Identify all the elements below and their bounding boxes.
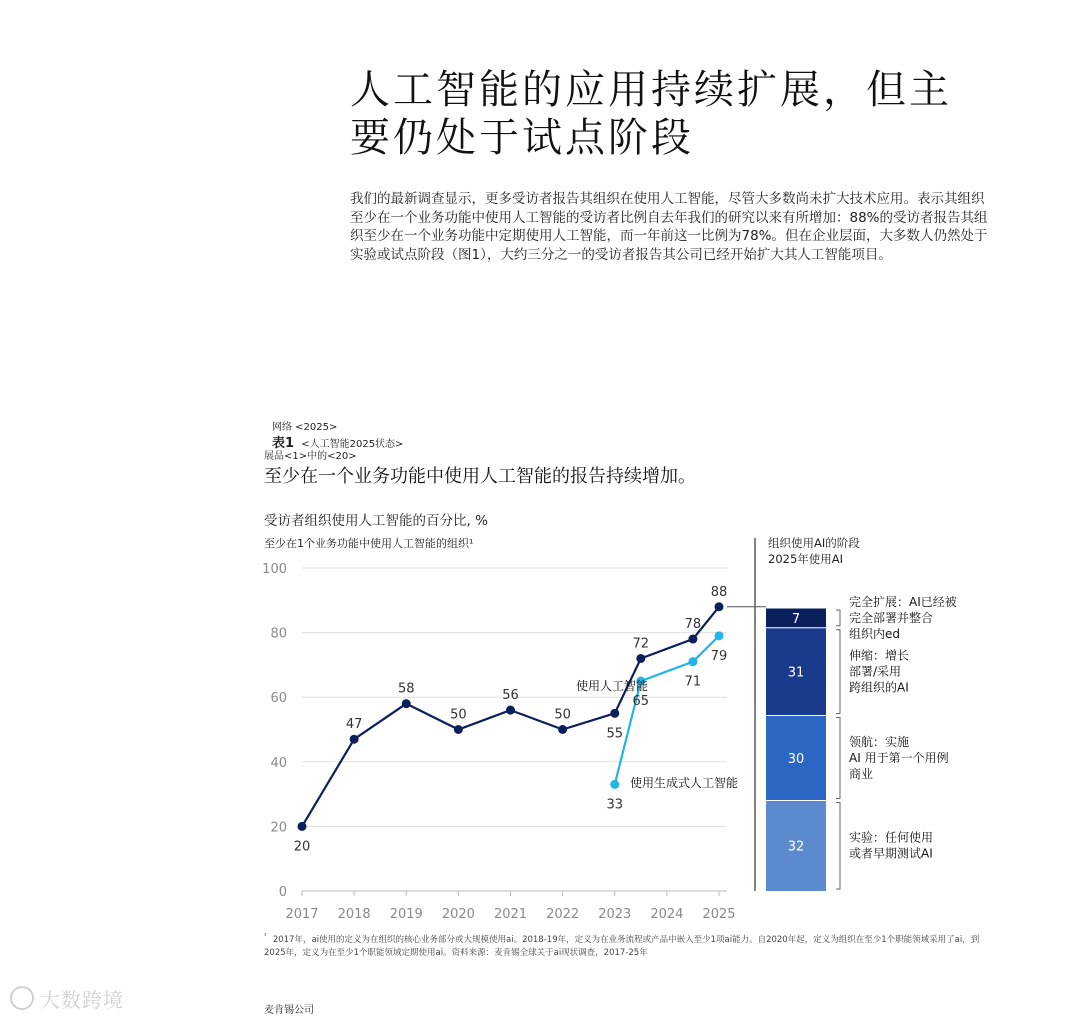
stage-label-line: 商业 [849, 766, 874, 781]
y-tick-label: 100 [262, 562, 287, 577]
series-line-ai [302, 607, 719, 827]
data-point-genai [688, 657, 697, 666]
series-label-genai: 使用生成式人工智能 [630, 776, 739, 790]
stage-label-line: 跨组织的AI [849, 680, 909, 695]
stage-label-line: 或者早期测试AI [849, 846, 933, 861]
data-label-ai: 72 [632, 636, 650, 652]
segment-bracket [836, 802, 840, 889]
watermark [10, 984, 124, 1013]
page-title: 人工智能的应用持续扩展，但主要仍处于试点阶段 [350, 67, 952, 161]
figure-meta-line1: 网络 <2025> [272, 422, 338, 433]
segment-value-label: 31 [787, 665, 805, 681]
segment-bracket [836, 610, 840, 626]
x-tick-label: 2018 [337, 907, 371, 922]
data-point-ai [506, 706, 515, 715]
data-label-genai: 79 [710, 648, 728, 664]
data-label-ai: 47 [345, 717, 363, 733]
segment-value-label: 30 [787, 751, 805, 767]
data-point-ai [610, 709, 619, 718]
y-tick-label: 80 [270, 626, 287, 642]
stage-label-line: AI 用于第一个用例 [849, 750, 949, 765]
segment-value-label: 7 [791, 611, 801, 627]
y-tick-label: 0 [278, 885, 287, 900]
series-note: 至少在1个业务功能中使用人工智能的组织¹ [264, 537, 474, 550]
data-point-genai [610, 780, 619, 789]
footnote-text: 2017年，ai使用的定义为在组织的核心业务部分或大规模使用ai。2018-19年，定义为在业务流程或产品中嵌入至少1项ai能力。自2020年起，定义为组织在至少1个职能领域采用了ai，到2025年，定义为在至少1个职能领域定期使用ai。资料来源：麦肯锡全球关于ai现状调查，2017-25年 [264, 934, 980, 958]
x-tick-label: 2025 [702, 907, 736, 922]
y-axis-title: 受访者组织使用人工智能的百分比, % [264, 513, 488, 529]
stage-label-line: 伸缩：增长 [849, 648, 910, 663]
data-point-ai [636, 654, 645, 663]
x-tick-label: 2019 [389, 907, 423, 922]
data-label-ai: 50 [450, 707, 467, 723]
figure-meta-report: <人工智能2025状态> [301, 439, 404, 450]
stage-title-line2: 2025年使用AI [768, 552, 844, 566]
footnote [264, 930, 994, 960]
figure-number: 表1 [272, 436, 295, 451]
x-tick-label: 2017 [285, 907, 319, 922]
figure-headline: 至少在一个业务功能中使用人工智能的报告持续增加。 [264, 466, 696, 487]
data-label-ai: 78 [684, 617, 702, 633]
x-tick-label: 2020 [441, 907, 475, 922]
stage-label-line: 实验：任何使用 [849, 830, 934, 845]
x-tick-label: 2023 [598, 907, 632, 922]
data-label-genai: 71 [684, 674, 702, 690]
data-point-ai [715, 602, 724, 611]
data-label-ai: 50 [554, 707, 571, 723]
data-point-ai [454, 725, 463, 734]
y-tick-label: 60 [270, 691, 287, 707]
data-label-ai: 20 [293, 839, 311, 855]
figure-meta-line3: 展品<1>中的<20> [264, 451, 357, 462]
footnote-marker: ¹ [264, 932, 267, 940]
data-point-ai [298, 822, 307, 831]
x-tick-label: 2022 [546, 907, 580, 922]
intro-paragraph: 我们的最新调查显示，更多受访者报告其组织在使用人工智能，尽管大多数尚未扩大技术应用。表示其组织至少在一个业务功能中使用人工智能的受访者比例自去年我们的研究以来有所增加：88%的受访者报告其组织至少在一个业务功能中定期使用人工智能，而一年前这一比例为78%。但在企业层面，大多数人仍然处于实验或试点阶段（图1），大约三分之一的受访者报告其公司已经开始扩大其人工智能项目。 [350, 191, 988, 263]
watermark-logo-icon [10, 986, 34, 1010]
data-point-genai [715, 631, 724, 640]
publisher-name: 麦肯锡公司 [264, 1005, 314, 1016]
data-point-ai [402, 699, 411, 708]
data-label-genai: 65 [632, 694, 650, 710]
data-label-ai: 55 [606, 726, 624, 742]
segment-bracket [836, 718, 840, 799]
data-label-ai: 88 [710, 584, 728, 600]
stage-label-line: 部署/采用 [849, 664, 902, 679]
x-tick-label: 2021 [493, 907, 528, 922]
segment-bracket [836, 630, 840, 714]
stage-label-line: 完全部署并整合 [849, 610, 934, 625]
y-tick-label: 20 [270, 820, 287, 836]
x-tick-label: 2024 [650, 907, 684, 922]
data-label-genai: 33 [606, 797, 624, 813]
stage-label-line: 领航：实施 [849, 734, 910, 749]
data-label-ai: 58 [397, 681, 415, 697]
stage-label-line: 完全扩展：AI已经被 [849, 594, 957, 609]
data-point-ai [688, 635, 697, 644]
y-tick-label: 40 [270, 755, 287, 771]
data-label-ai: 56 [502, 688, 519, 704]
data-point-ai [558, 725, 567, 734]
series-label-ai: 使用人工智能 [576, 679, 649, 693]
stage-title-line1: 组织使用AI的阶段 [768, 536, 860, 550]
segment-value-label: 32 [787, 839, 805, 855]
stage-label-line: 组织内ed [849, 626, 901, 641]
watermark-text: 大数跨境 [40, 988, 124, 1012]
data-point-ai [350, 735, 359, 744]
